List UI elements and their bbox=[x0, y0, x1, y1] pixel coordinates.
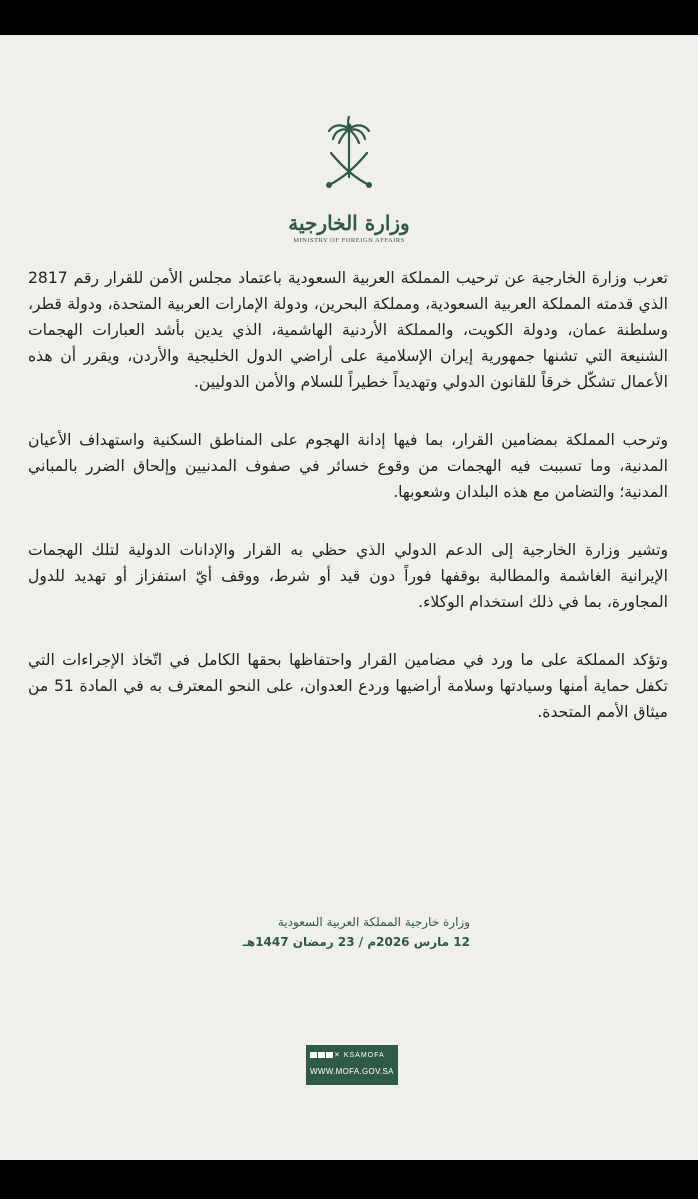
issuer-name: وزارة خارجية المملكة العربية السعودية bbox=[277, 915, 470, 929]
social-row bbox=[310, 1051, 385, 1059]
instagram-icon bbox=[326, 1052, 333, 1058]
paragraph-2: وترحب المملكة بمضامين القرار، بما فيها إدانة الهجوم على المناطق السكنية واستهداف الأعيان المدنية، وما تسببت فيه الهجمات من وقوع خسائر في صفوف المدنيين وإلحاق الضرر بالمباني المدنية؛ والتضامن مع هذه البلدان وشعوبها. bbox=[28, 431, 668, 501]
logo-english-text: MINISTRY OF FOREIGN AFFAIRS bbox=[293, 237, 405, 244]
facebook-icon bbox=[318, 1052, 325, 1058]
paragraph-4: وتؤكد المملكة على ما ورد في مضامين القرار واحتفاظها بحقها الكامل في اتّخاذ الإجراءات التي تكفل حماية أمنها وسيادتها وسلامة أراضيها وردع العدوان، على النحو المعترف به في المادة 51 من ميثاق الأمم المتحدة. bbox=[28, 651, 668, 721]
paragraph-3: وتشير وزارة الخارجية إلى الدعم الدولي الذي حظي به القرار والإدانات الدولية لتلك الهجمات الإيرانية الغاشمة والمطالبة بوقفها فوراً دون قيد أو شرط، ووقف أيّ استفزاز أو تهديد للدول المجاورة، بما في ذلك استخدام الوكلاء. bbox=[28, 541, 668, 611]
contact-footer bbox=[306, 1045, 398, 1085]
issue-date: 12 مارس 2026م / 23 رمضان 1447هـ bbox=[242, 935, 470, 949]
statement-body bbox=[28, 265, 668, 757]
social-handle: KSAMOFA bbox=[343, 1052, 385, 1059]
signature-block bbox=[0, 912, 470, 952]
document-page bbox=[0, 35, 698, 1160]
website-url[interactable]: WWW.MOFA.GOV.SA bbox=[310, 1067, 394, 1076]
youtube-icon bbox=[310, 1052, 317, 1058]
palm-and-swords-emblem-icon bbox=[319, 113, 379, 209]
x-icon: ✕ bbox=[334, 1052, 341, 1059]
paragraph-1: تعرب وزارة الخارجية عن ترحيب المملكة العربية السعودية باعتماد مجلس الأمن للقرار رقم 2817 الذي قدمته المملكة العربية السعودية، ومملكة البحرين، ودولة الإمارات العربية المتحدة، ودولة قطر، وسلطنة عمان، ودولة الكويت، والمملكة الأردنية الهاشمية، الذي يدين بأشد العبارات الهجمات الشنيعة التي تشنها جمهورية إيران الإسلامية على أراضي الدول الخليجية والأردن، ويقرر أن هذه الأعمال تشكّل خرقاً للقانون الدولي وتهديداً خطيراً للسلام والأمن الدوليين. bbox=[28, 269, 668, 391]
ministry-logo bbox=[0, 113, 698, 244]
logo-arabic-text: وزارة الخارجية bbox=[288, 211, 410, 235]
